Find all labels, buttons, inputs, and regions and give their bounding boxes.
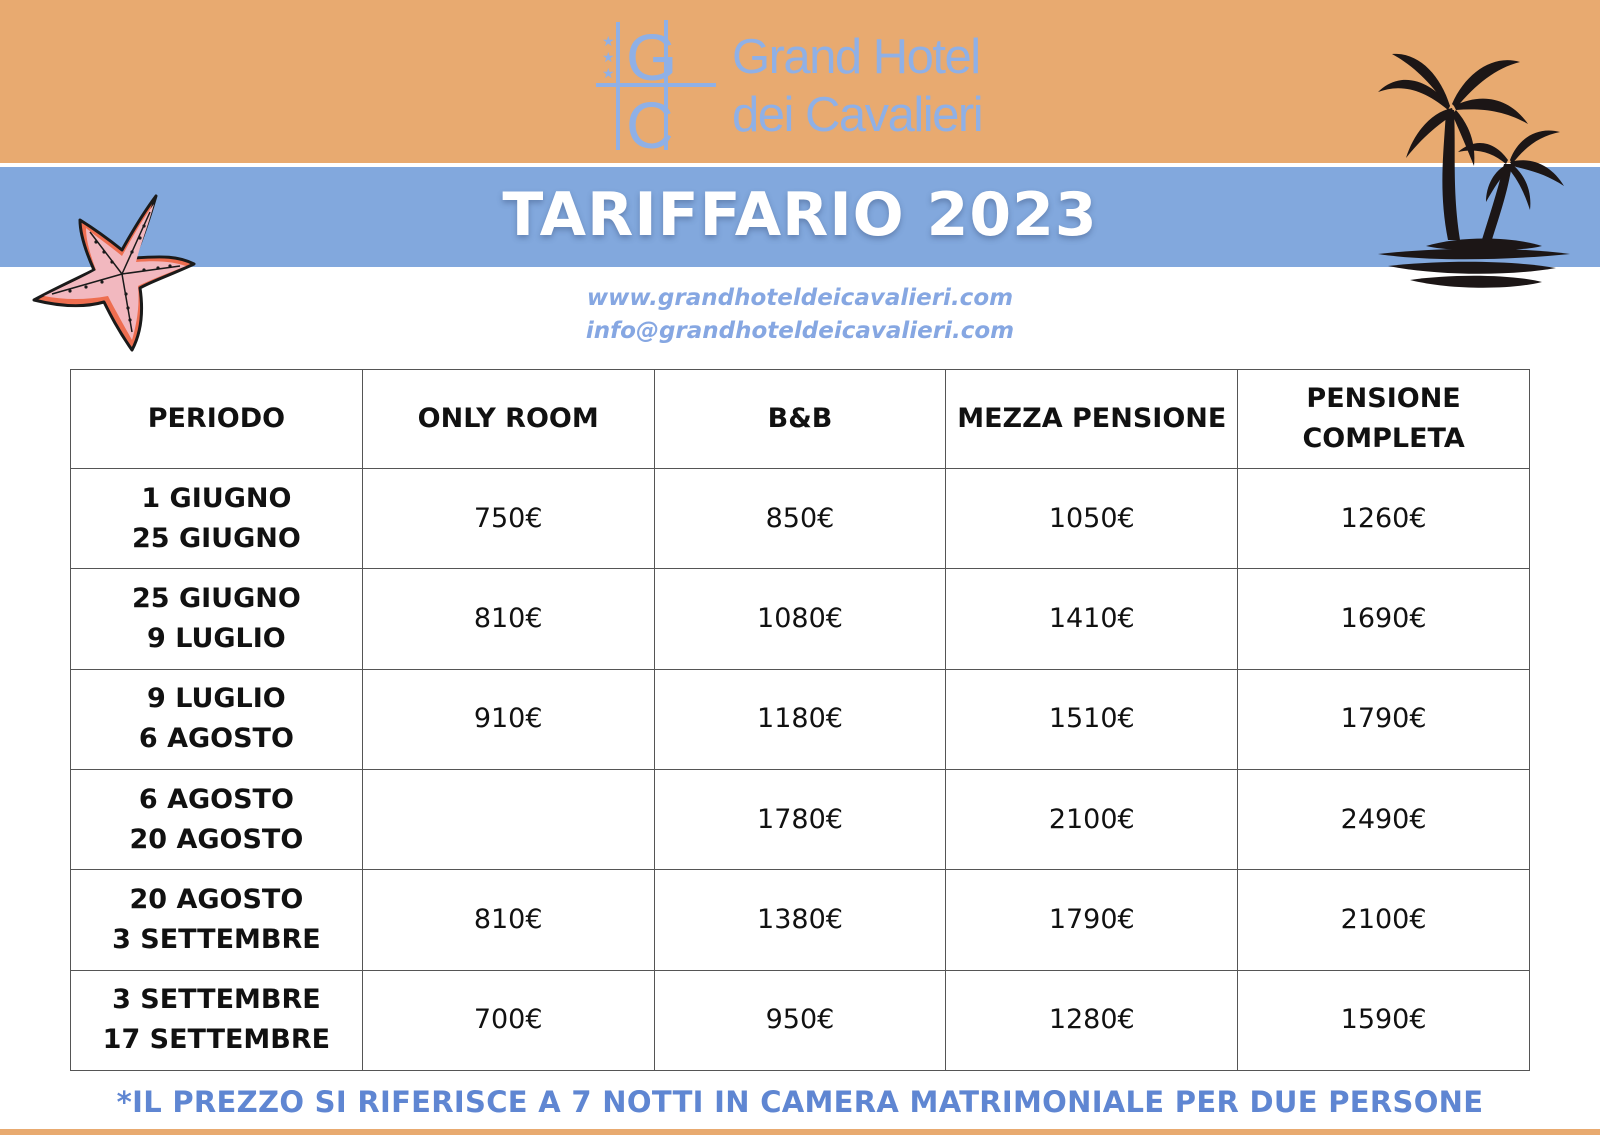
- price-pensione-completa: 2490€: [1238, 769, 1530, 869]
- period-cell: [71, 870, 363, 970]
- header-pensione-completa: [1238, 370, 1530, 469]
- period-from: 1 GIUGNO: [141, 482, 292, 514]
- hotel-name: [732, 28, 982, 144]
- period-to: 9 LUGLIO: [147, 622, 286, 654]
- rates-table: [70, 369, 1530, 1071]
- header-pensione-completa-line1: PENSIONE: [1306, 383, 1461, 414]
- period-to: 20 AGOSTO: [129, 823, 304, 855]
- price-pensione-completa: 1590€: [1238, 970, 1530, 1070]
- header-bb: B&B: [654, 370, 946, 469]
- period-to: 25 GIUGNO: [131, 522, 301, 554]
- period-from: 25 GIUGNO: [131, 582, 301, 614]
- monogram-letter-g: G: [626, 20, 678, 94]
- price-mezza-pensione: 1280€: [946, 970, 1238, 1070]
- hotel-logo: [596, 16, 1026, 156]
- price-pensione-completa: 1260€: [1238, 469, 1530, 569]
- contact-info: [0, 282, 1600, 348]
- period-from: 6 AGOSTO: [138, 783, 294, 815]
- header-pensione-completa-line2: COMPLETA: [1302, 423, 1465, 454]
- bottom-rule: [0, 1129, 1600, 1135]
- hotel-name-line1: Grand Hotel: [732, 30, 980, 84]
- period-to: 3 SETTEMBRE: [112, 923, 321, 955]
- period-from: 9 LUGLIO: [147, 683, 286, 715]
- period-cell: [71, 569, 363, 669]
- table-header-row: [71, 370, 1530, 469]
- price-footnote: *IL PREZZO SI RIFERISCE A 7 NOTTI IN CAMERA MATRIMONIALE PER DUE PERSONE: [116, 1085, 1484, 1119]
- page-title: TARIFFARIO 2023: [502, 180, 1098, 250]
- period-to: 6 AGOSTO: [138, 723, 294, 755]
- price-mezza-pensione: 1050€: [946, 469, 1238, 569]
- price-only-room: [362, 769, 654, 869]
- price-pensione-completa: 1790€: [1238, 669, 1530, 769]
- price-only-room: 750€: [362, 469, 654, 569]
- svg-text:★: ★: [602, 34, 615, 50]
- hotel-name-line2: dei Cavalieri: [732, 88, 983, 142]
- period-from: 3 SETTEMBRE: [112, 984, 321, 1016]
- price-mezza-pensione: 1410€: [946, 569, 1238, 669]
- monogram-letter-c: C: [626, 88, 674, 154]
- price-pensione-completa: 1690€: [1238, 569, 1530, 669]
- header-mezza-pensione: MEZZA PENSIONE: [946, 370, 1238, 469]
- header-only-room: ONLY ROOM: [362, 370, 654, 469]
- price-bb: 950€: [654, 970, 946, 1070]
- period-to: 17 SETTEMBRE: [102, 1024, 331, 1056]
- table-row: [71, 769, 1530, 869]
- price-mezza-pensione: 2100€: [946, 769, 1238, 869]
- price-mezza-pensione: 1510€: [946, 669, 1238, 769]
- period-cell: [71, 469, 363, 569]
- price-bb: 1780€: [654, 769, 946, 869]
- price-mezza-pensione: 1790€: [946, 870, 1238, 970]
- table-row: [71, 970, 1530, 1070]
- period-cell: [71, 769, 363, 869]
- email-link[interactable]: info@grandhoteldeicavalieri.com: [585, 318, 1015, 344]
- price-only-room: 700€: [362, 970, 654, 1070]
- website-link[interactable]: www.grandhoteldeicavalieri.com: [586, 285, 1014, 311]
- svg-text:★: ★: [602, 66, 615, 82]
- period-cell: [71, 970, 363, 1070]
- table-row: [71, 469, 1530, 569]
- table-row: [71, 870, 1530, 970]
- svg-text:★: ★: [602, 50, 615, 66]
- price-bb: 1180€: [654, 669, 946, 769]
- period-from: 20 AGOSTO: [129, 883, 304, 915]
- price-bb: 1080€: [654, 569, 946, 669]
- price-only-room: 910€: [362, 669, 654, 769]
- price-bb: 1380€: [654, 870, 946, 970]
- price-only-room: 810€: [362, 870, 654, 970]
- period-cell: [71, 669, 363, 769]
- price-only-room: 810€: [362, 569, 654, 669]
- palm-trees-icon: [1370, 40, 1590, 310]
- price-pensione-completa: 2100€: [1238, 870, 1530, 970]
- price-bb: 850€: [654, 469, 946, 569]
- table-row: [71, 669, 1530, 769]
- header-period: PERIODO: [71, 370, 363, 469]
- table-row: [71, 569, 1530, 669]
- hotel-monogram-icon: [596, 16, 726, 154]
